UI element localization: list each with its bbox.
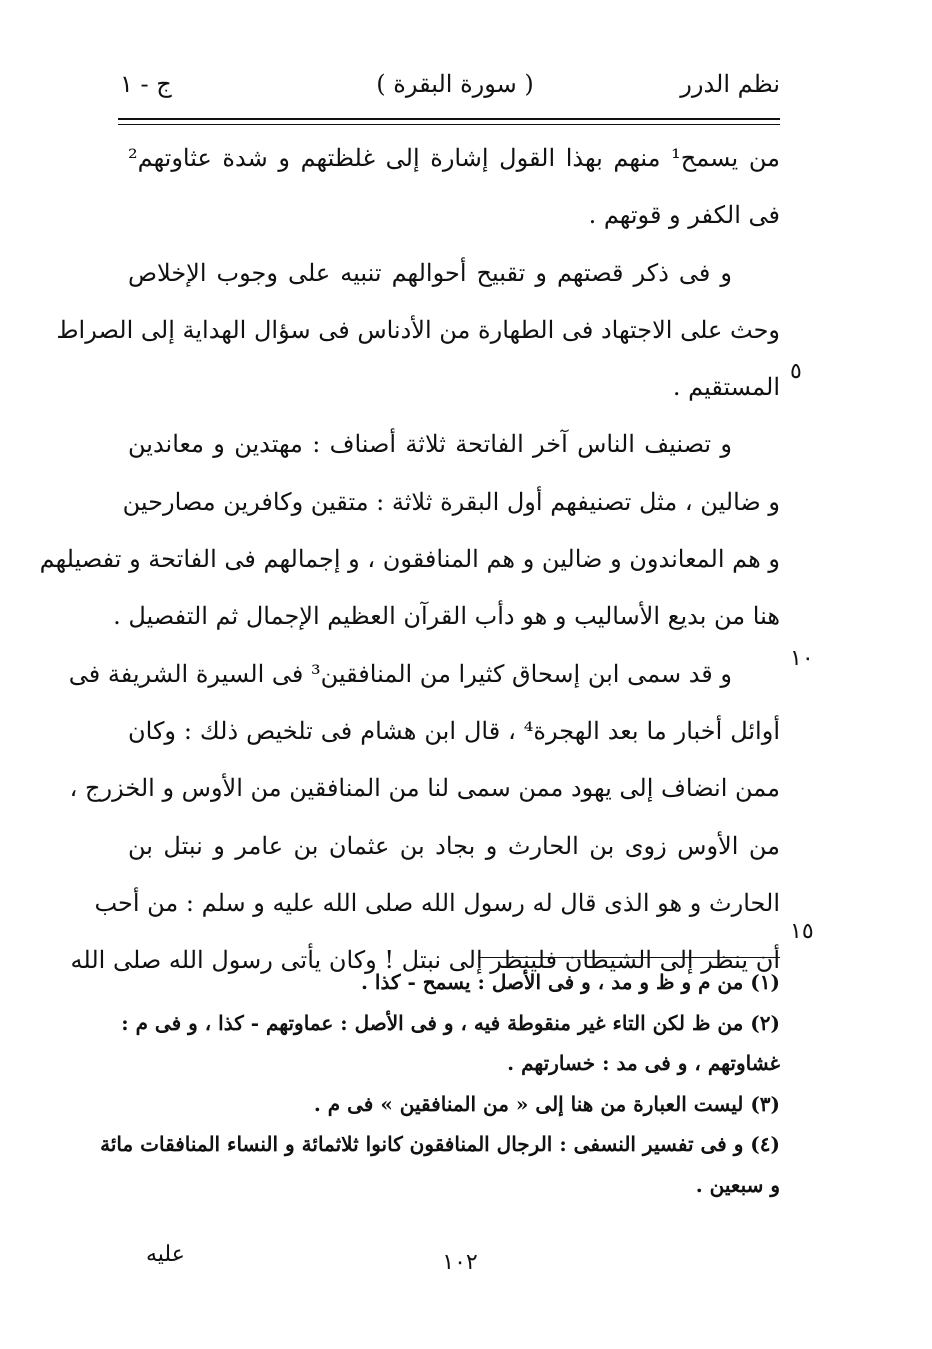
- text-line: ممن انضاف إلى يهود ممن سمى لنا من المنافقين من الأوس و الخزرج ،: [69, 774, 780, 803]
- footnote-1: (١) من م و ظ و مد ، و فى الأصل : يسمح - كذا .: [360, 970, 780, 994]
- text-line: من يسمح¹ منهم بهذا القول إشارة إلى غلظتهم و شدة عثاوتهم²: [128, 144, 780, 172]
- footnote-2: (٢) من ظ لكن التاء غير منقوطة فيه ، و فى الأصل : عماوتهم - كذا ، و فى م :: [121, 1010, 780, 1035]
- text-line: المستقيم .: [672, 373, 780, 402]
- main-text: [39, 130, 780, 989]
- header-double-rule: [118, 118, 780, 125]
- text-line: من الأوس زوى بن الحارث و بجاد بن عثمان بن عامر و نبتل بن: [128, 831, 780, 860]
- text-line: الحارث و هو الذى قال له رسول الله صلى الله عليه و سلم : من أحب: [94, 888, 780, 917]
- line-number-10: ١٠: [790, 646, 814, 671]
- text-line: و قد سمى ابن إسحاق كثيرا من المنافقين³ فى السيرة الشريفة فى: [68, 659, 732, 688]
- text-line: و ضالين ، مثل تصنيفهم أول البقرة ثلاثة : متقين وكافرين مصارحين: [122, 487, 780, 516]
- text-line: أوائل أخبار ما بعد الهجرة⁴ ، قال ابن هشام فى تلخيص ذلك : وكان: [128, 716, 780, 745]
- running-header-surah: ( سورة البقرة ): [376, 70, 534, 98]
- text-line: أن ينظر إلى الشيطان فلينظر إلى نبتل ! وكان يأتى رسول الله صلى الله: [70, 946, 780, 975]
- catchword: عليه: [146, 1242, 185, 1267]
- footnote-4-continued: و سبعين .: [695, 1172, 780, 1197]
- text-line: و هم المعاندون و ضالين و هم المنافقون ، و إجمالهم فى الفاتحة و تفصيلهم: [39, 545, 780, 574]
- text-line: وحث على الاجتهاد فى الطهارة من الأدناس فى سؤال الهداية إلى الصراط: [56, 315, 780, 344]
- text-line: فى الكفر و قوتهم .: [588, 201, 780, 230]
- page-number: ١٠٢: [442, 1250, 478, 1275]
- footnote-4: (٤) و فى تفسير النسفى : الرجال المنافقون كانوا ثلاثمائة و النساء المنافقات مائة: [100, 1132, 780, 1156]
- running-header-volume: ج - ١: [120, 70, 172, 98]
- text-line: و تصنيف الناس آخر الفاتحة ثلاثة أصناف : مهتدين و معاندين: [128, 430, 732, 459]
- text-line: هنا من بديع الأساليب و هو دأب القرآن العظيم الإجمال ثم التفصيل .: [113, 602, 780, 631]
- line-number-15: ١٥: [790, 919, 814, 944]
- footnote-2-continued: غشاوتهم ، و فى مد : خسارتهم .: [507, 1051, 780, 1075]
- footnote-3: (٣) ليست العبارة من هنا إلى « من المنافقين » فى م .: [313, 1091, 780, 1116]
- running-header-book-title: نظم الدرر: [680, 70, 780, 98]
- line-number-5: ٥: [790, 359, 802, 384]
- footnotes: [100, 962, 780, 1205]
- footnote-separator: [478, 957, 780, 958]
- text-line: و فى ذكر قصتهم و تقبيح أحوالهم تنبيه على وجوب الإخلاص: [128, 258, 732, 287]
